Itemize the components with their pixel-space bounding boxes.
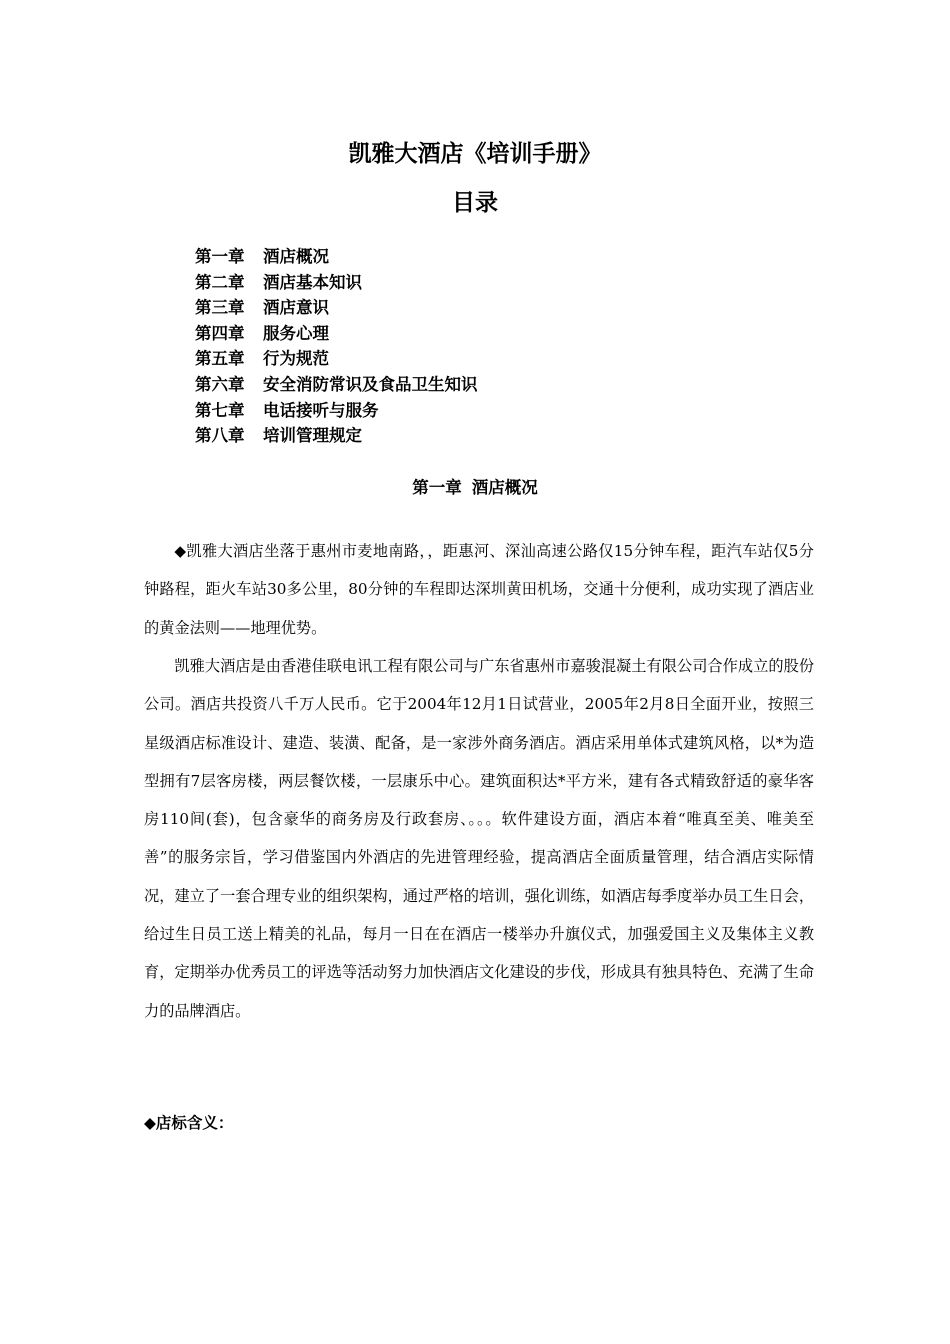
toc-chapter-number: 第二章 [195,272,245,292]
toc-chapter-title: 安全消防常识及食品卫生知识 [263,374,478,394]
toc-chapter-title: 酒店意识 [263,298,329,318]
toc-item [195,270,478,296]
logo-meaning-heading: ◆店标含义： [144,1114,234,1132]
toc-item [195,346,478,372]
toc-chapter-title: 酒店基本知识 [263,272,362,292]
toc-item [195,321,478,347]
toc-item [195,398,478,424]
paragraph-location: ◆凯雅大酒店坐落于惠州市麦地南路，，距惠河、深汕高速公路仅15分钟车程，距汽车站仅5分钟路程，距火车站30多公里，80分钟的车程即达深圳黄田机场，交通十分便利，成功实现了酒店业的黄金法则——地理优势。 [144,542,814,637]
paragraph-overview: 凯雅大酒店是由香港佳联电讯工程有限公司与广东省惠州市嘉骏混凝土有限公司合作成立的股份公司。酒店共投资八千万人民币。它于2004年12月1日试营业，2005年2月8日全面开业，按照三星级酒店标准设计、建造、装潢、配备，是一家涉外商务酒店。酒店采用单体式建筑风格，以*为造型拥有7层客房楼，两层餐饮楼，一层康乐中心。建筑面积达*平方米，建有各式精致舒适的豪华客房110间(套)，包含豪华的商务房及行政套房、。。。软件建设方面，酒店本着“唯真至美、唯美至善”的服务宗旨，学习借鉴国内外酒店的先进管理经验，提高酒店全面质量管理，结合酒店实际情况，建立了一套合理专业的组织架构，通过严格的培训，强化训练，如酒店每季度举办员工生日会，给过生日员工送上精美的礼品，每月一日在在酒店一楼举办升旗仪式，加强爱国主义及集体主义教育，定期举办优秀员工的评选等活动努力加快酒店文化建设的步伐，形成具有独具特色、充满了生命力的品牌酒店。 [144,657,814,1020]
toc-chapter-number: 第五章 [195,349,245,369]
chapter-title: 酒店概况 [471,478,538,497]
toc-chapter-title: 电话接听与服务 [263,400,379,420]
toc-chapter-title: 行为规范 [263,349,329,369]
toc-item [195,295,478,321]
toc-chapter-title: 服务心理 [263,323,329,343]
toc-chapter-title: 培训管理规定 [263,426,362,446]
toc-item [195,372,478,398]
toc-chapter-number: 第一章 [195,247,245,266]
toc-chapter-number: 第七章 [195,400,245,420]
toc-chapter-number: 第八章 [195,426,245,446]
chapter-heading [0,476,950,500]
toc-chapter-number: 第六章 [195,374,245,394]
toc-title: 目录 [452,190,498,216]
toc-item [195,244,478,270]
toc-chapter-number: 第三章 [195,298,245,318]
toc-chapter-title: 酒店概况 [263,247,329,266]
chapter-number: 第一章 [412,478,462,497]
toc-item [195,423,478,449]
toc-chapter-number: 第四章 [195,323,245,343]
table-of-contents [195,244,478,449]
document-title: 凯雅大酒店《培训手册》 [348,141,602,167]
